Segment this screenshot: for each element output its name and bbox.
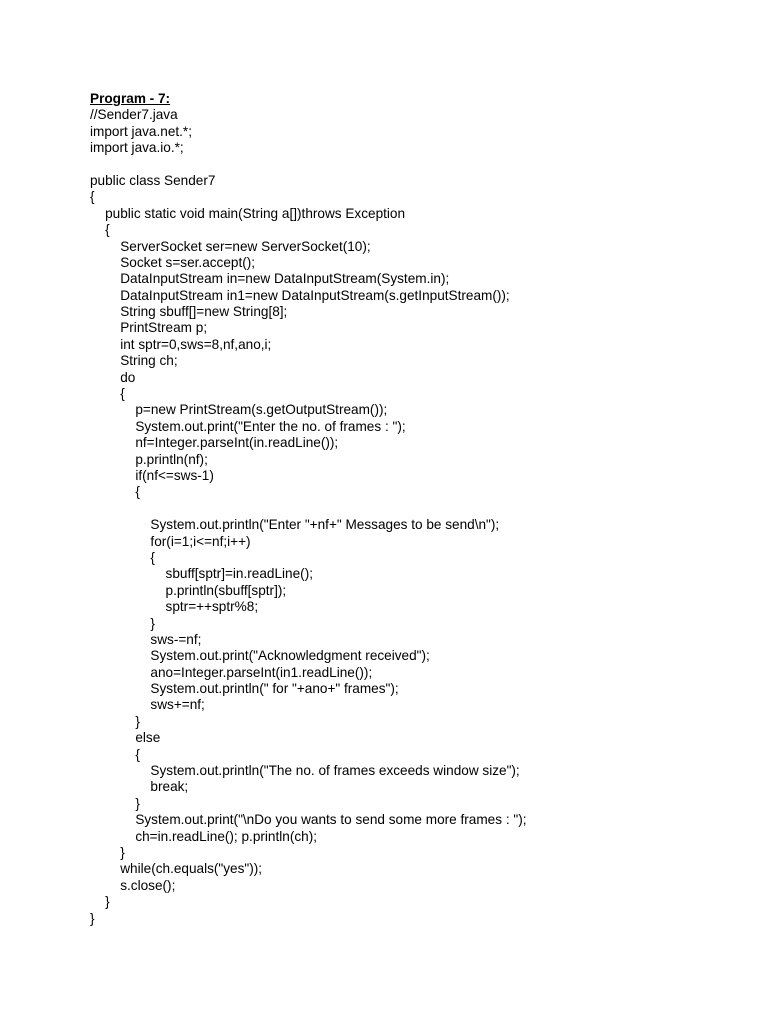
code-line: DataInputStream in=new DataInputStream(System.in);	[90, 271, 450, 287]
code-line: }	[90, 910, 95, 926]
code-line: }	[90, 795, 140, 811]
code-line	[90, 157, 750, 173]
code-listing	[90, 91, 750, 927]
code-line: ch=in.readLine(); p.println(ch);	[90, 828, 318, 844]
code-line: System.out.println("Enter "+nf+" Messages to be send\n");	[90, 517, 500, 533]
code-line: do	[90, 369, 136, 385]
code-line: int sptr=0,sws=8,nf,ano,i;	[90, 336, 272, 352]
code-line: s.close();	[90, 877, 176, 893]
code-line: nf=Integer.parseInt(in.readLine());	[90, 435, 339, 451]
code-line: }	[90, 713, 140, 729]
code-line: import java.net.*;	[90, 123, 192, 139]
code-line: public class Sender7	[90, 172, 216, 188]
code-line: else	[90, 730, 161, 746]
code-line: System.out.print("Acknowledgment received");	[90, 648, 430, 664]
code-line: ServerSocket ser=new ServerSocket(10);	[90, 238, 371, 254]
code-line: String sbuff[]=new String[8];	[90, 304, 288, 320]
code-line: {	[90, 222, 110, 238]
code-line: import java.io.*;	[90, 140, 184, 156]
code-line: while(ch.equals("yes"));	[90, 861, 263, 877]
code-line: //Sender7.java	[90, 107, 178, 123]
code-line: }	[90, 844, 125, 860]
code-line: System.out.print("\nDo you wants to send some more frames : ");	[90, 812, 527, 828]
code-line: public static void main(String a[])throws Exception	[90, 205, 406, 221]
code-line: if(nf<=sws-1)	[90, 467, 214, 483]
code-line: p.println(sbuff[sptr]);	[90, 582, 287, 598]
code-line: ano=Integer.parseInt(in1.readLine());	[90, 664, 373, 680]
program-heading: Program - 7:	[90, 91, 171, 106]
code-line: }	[90, 615, 155, 631]
code-line	[90, 501, 750, 517]
code-line: System.out.println("The no. of frames exceeds window size");	[90, 763, 520, 779]
code-line: }	[90, 894, 110, 910]
code-line: for(i=1;i<=nf;i++)	[90, 533, 251, 549]
code-line: System.out.println(" for "+ano+" frames");	[90, 681, 399, 697]
code-line: Socket s=ser.accept();	[90, 254, 256, 270]
code-line: sws+=nf;	[90, 697, 205, 713]
code-line: PrintStream p;	[90, 320, 208, 336]
code-line: break;	[90, 779, 189, 795]
code-line: {	[90, 386, 125, 402]
code-line: sbuff[sptr]=in.readLine();	[90, 566, 314, 582]
code-line: p.println(nf);	[90, 451, 208, 467]
code-line: String ch;	[90, 353, 178, 369]
code-line: System.out.print("Enter the no. of frames : ");	[90, 418, 406, 434]
code-lines	[90, 107, 750, 927]
code-line: {	[90, 189, 95, 205]
code-line: sptr=++sptr%8;	[90, 599, 259, 615]
code-line: {	[90, 746, 140, 762]
code-line: sws-=nf;	[90, 631, 202, 647]
code-line: DataInputStream in1=new DataInputStream(s.getInputStream());	[90, 287, 510, 303]
code-line: {	[90, 549, 155, 565]
code-line: {	[90, 484, 140, 500]
code-line: p=new PrintStream(s.getOutputStream());	[90, 402, 388, 418]
